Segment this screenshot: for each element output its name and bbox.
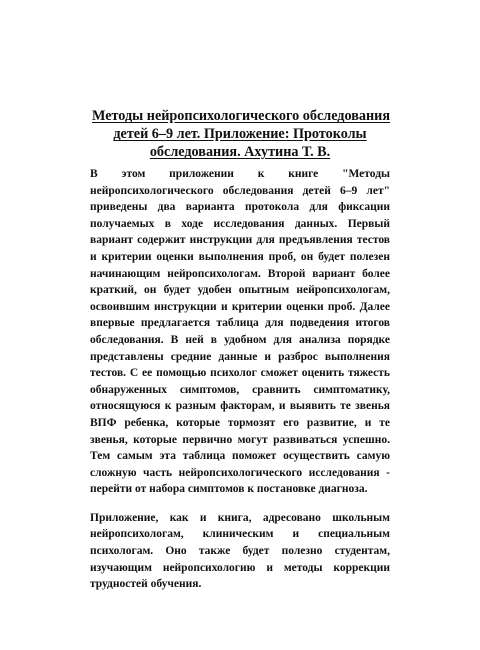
title-line-1: Методы нейропсихологического обследования — [92, 108, 391, 124]
document-body — [90, 166, 390, 593]
title-line-3: обследования. Ахутина Т. В. — [149, 144, 331, 160]
paragraph-audience: Приложение, как и книга, адресовано школьным нейропсихологам, клиническим и специальным психологам. Оно также будет полезно студентам, изучающим нейропсихологию и методы коррекции трудностей обучения. — [90, 511, 390, 591]
paragraph-description: В этом приложении к книге "Методы нейропсихологического обследования детей 6–9 лет" приведены два варианта протокола для фиксации получаемых в ходе исследования данных. Первый вариант содержит инструкции для предъявления тестов и критерии оценки выполнения проб, он будет полезен начинающим нейропсихологам. Второй вариант более краткий, он будет удобен опытным нейропсихологам, освоившим инструкции и критерии оценки проб. Далее впервые предлагается таблица для подведения итогов обследования. В ней в удобном для анализа порядке представлены средние данные и разброс выполнения тестов. С ее помощью психолог сможет оценить тяжесть обнаруженных симптомов, сравнить симптоматику, относящуюся к разным факторам, и выявить те звенья ВПФ ребенка, которые тормозят его развитие, и те звенья, которые первично могут развиваться успешно. Тем самым эта таблица поможет осуществить самую сложную часть нейропсихологического исследования - перейти от набора симптомов к постановке диагноза. — [90, 168, 390, 496]
title-line-2: детей 6–9 лет. Приложение: Протоколы — [113, 126, 367, 142]
document-title — [92, 107, 391, 161]
